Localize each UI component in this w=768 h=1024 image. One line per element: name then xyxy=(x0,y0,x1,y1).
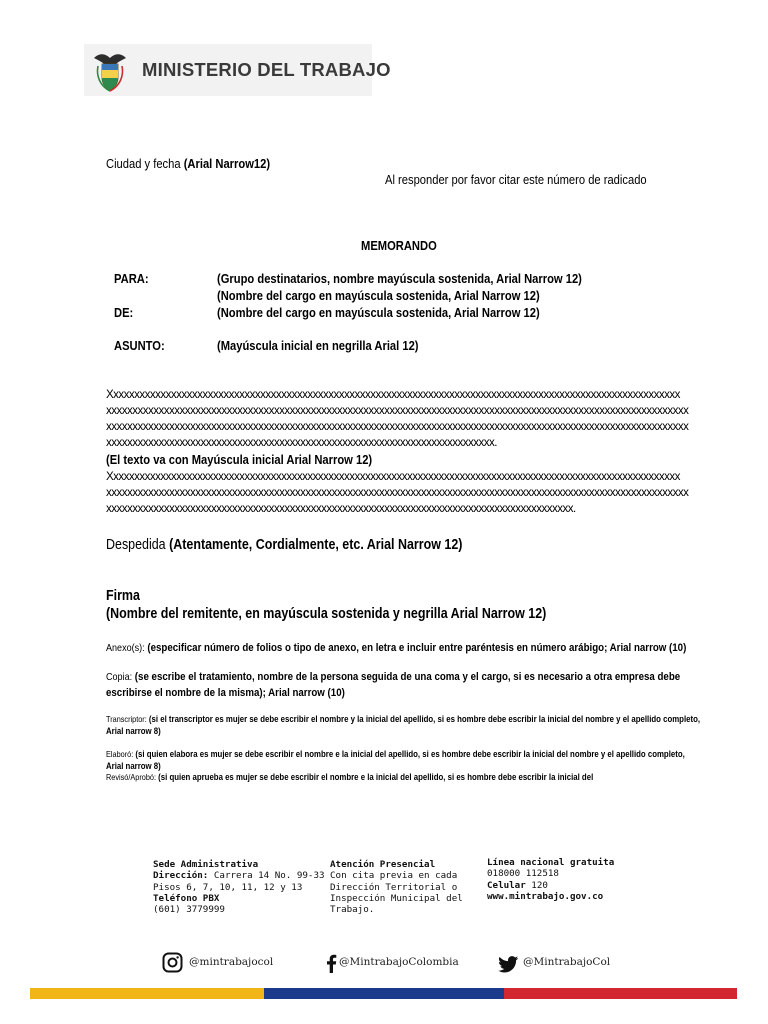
copy-text-line-2: escribirse el nombre de la misma); Arial narrow (10) xyxy=(106,687,345,699)
sede-telefono-label: Teléfono PBX xyxy=(153,892,220,904)
atencion-line-1: Con cita previa en cada xyxy=(330,870,458,882)
transcriptor-text-line-2: Arial narrow 8) xyxy=(106,726,161,736)
sede-direccion-label: Dirección: xyxy=(153,870,209,882)
date-label: Ciudad y fecha xyxy=(106,156,181,171)
annex-label: Anexo(s): xyxy=(106,642,145,654)
footer-sede xyxy=(153,859,325,915)
para-line-1: (Grupo destinatarios, nombre mayúscula sostenida, Arial Narrow 12) xyxy=(217,271,582,286)
body-line: xxxxxxxxxxxxxxxxxxxxxxxxxxxxxxxxxxxxxxxxxxxxxxxxxxxxxxxxxxxxxxxxxxxxxxxxxxxxxxxxxxxxxxxxx. xyxy=(106,502,576,515)
linea-web: www.mintrabajo.gov.co xyxy=(487,890,604,902)
footer-linea xyxy=(487,857,614,902)
body-line: xxxxxxxxxxxxxxxxxxxxxxxxxxxxxxxxxxxxxxxxxxxxxxxxxxxxxxxxxxxxxxxxxxxxxxxxxxxxxxxxxxxxxxxxxxxxxxxxxxxxxxxxxxxxxxx xyxy=(106,486,689,499)
body-note: (El texto va con Mayúscula inicial Arial Narrow 12) xyxy=(106,452,373,467)
sede-direccion-value: Carrera 14 No. 99-33 xyxy=(213,870,325,882)
annex-text: (especificar número de folios o tipo de anexo, en letra e incluir entre paréntesis en número arábigo; Arial narrow (10) xyxy=(147,642,687,654)
body-line: Xxxxxxxxxxxxxxxxxxxxxxxxxxxxxxxxxxxxxxxxxxxxxxxxxxxxxxxxxxxxxxxxxxxxxxxxxxxxxxxxxxxxxxxxxxxxxxxxxxxxxxxxxxxxx xyxy=(106,388,680,401)
body-line: xxxxxxxxxxxxxxxxxxxxxxxxxxxxxxxxxxxxxxxxxxxxxxxxxxxxxxxxxxxxxxxxxxxxxxxxxx. xyxy=(106,436,497,449)
linea-title: Línea nacional gratuita xyxy=(487,857,615,868)
atencion-line-4: Trabajo. xyxy=(330,904,375,916)
linea-celular-value: 120 xyxy=(531,879,548,891)
twitter-icon[interactable] xyxy=(498,956,519,978)
elaboro-text-line-1: (si quien elabora es mujer se debe escribir el nombre e la inicial del apellido, si es hombre debe escribir la inicial del nombre y el apellido completo, xyxy=(135,749,685,759)
reviso-label: Revisó/Aprobó: xyxy=(106,772,156,782)
signature-hint: (Nombre del remitente, en mayúscula sostenida y negrilla Arial Narrow 12) xyxy=(106,606,547,622)
para-label: PARA: xyxy=(114,271,149,286)
footer-bar-yellow xyxy=(30,988,264,999)
reviso-text: (si quien aprueba es mujer se debe escribir el nombre e la inicial del apellido, si es hombre debe escribir la inicial del xyxy=(158,772,594,782)
date-line xyxy=(106,156,270,171)
coat-of-arms-icon xyxy=(90,50,130,92)
annex-line xyxy=(106,642,686,654)
linea-celular xyxy=(487,880,614,891)
memo-title: MEMORANDO xyxy=(361,238,437,253)
closing-line xyxy=(106,537,462,553)
transcriptor-text-line-1: (si el transcriptor es mujer se debe escribir el nombre y la inicial del apellido, si es hombre debe escribir la inicial del nombre y el apellido completo, xyxy=(148,714,701,724)
sede-title: Sede Administrativa xyxy=(153,859,259,870)
closing-hint: (Atentamente, Cordialmente, etc. Arial Narrow 12) xyxy=(169,537,463,553)
facebook-icon[interactable] xyxy=(326,954,337,978)
instagram-icon[interactable] xyxy=(162,952,183,978)
date-hint: (Arial Narrow12) xyxy=(183,156,271,171)
linea-celular-label: Celular xyxy=(487,879,526,891)
footer-bar-red xyxy=(504,988,737,999)
footer-atencion xyxy=(330,859,463,915)
atencion-line-2: Dirección Territorial o xyxy=(330,881,458,893)
copy-line xyxy=(106,671,680,683)
ministry-name: MINISTERIO DEL TRABAJO xyxy=(142,59,391,80)
transcriptor-line xyxy=(106,714,700,724)
linea-number: 018000 112518 xyxy=(487,868,559,880)
body-line: Xxxxxxxxxxxxxxxxxxxxxxxxxxxxxxxxxxxxxxxxxxxxxxxxxxxxxxxxxxxxxxxxxxxxxxxxxxxxxxxxxxxxxxxxxxxxxxxxxxxxxxxxxxxxx xyxy=(106,470,680,483)
facebook-handle[interactable]: @MintrabajoColombia xyxy=(339,956,459,968)
copy-text-line-1: (se escribe el tratamiento, nombre de la persona seguida de una coma y el cargo, si es necesario a otra empresa debe xyxy=(134,671,681,683)
signature-label: Firma xyxy=(106,588,140,604)
copy-label: Copia: xyxy=(106,671,133,683)
de-label: DE: xyxy=(114,305,134,320)
instagram-handle[interactable]: @mintrabajocol xyxy=(189,956,274,968)
reviso-line xyxy=(106,772,593,782)
radicado-note: Al responder por favor citar este número de radicado xyxy=(385,172,647,187)
elaboro-label: Elaboró: xyxy=(106,749,134,759)
body-line: xxxxxxxxxxxxxxxxxxxxxxxxxxxxxxxxxxxxxxxxxxxxxxxxxxxxxxxxxxxxxxxxxxxxxxxxxxxxxxxxxxxxxxxxxxxxxxxxxxxxxxxxxxxxxxx xyxy=(106,420,689,433)
body-line: xxxxxxxxxxxxxxxxxxxxxxxxxxxxxxxxxxxxxxxxxxxxxxxxxxxxxxxxxxxxxxxxxxxxxxxxxxxxxxxxxxxxxxxxxxxxxxxxxxxxxxxxxxxxxxx xyxy=(106,404,689,417)
asunto-label: ASUNTO: xyxy=(114,338,165,353)
footer-bar-blue xyxy=(264,988,504,999)
twitter-handle[interactable]: @MintrabajoCol xyxy=(523,956,611,968)
sede-pisos: Pisos 6, 7, 10, 11, 12 y 13 xyxy=(153,881,303,893)
atencion-line-3: Inspección Municipal del xyxy=(330,892,463,904)
elaboro-text-line-2: Arial narrow 8) xyxy=(106,761,161,771)
sede-telefono-value: (601) 3779999 xyxy=(153,904,225,916)
de-value: (Nombre del cargo en mayúscula sostenida, Arial Narrow 12) xyxy=(217,305,540,320)
asunto-value: (Mayúscula inicial en negrilla Arial 12) xyxy=(217,338,419,353)
sede-direccion xyxy=(153,870,325,881)
para-line-2: (Nombre del cargo en mayúscula sostenida, Arial Narrow 12) xyxy=(217,288,540,303)
atencion-title: Atención Presencial xyxy=(330,859,436,870)
transcriptor-label: Transcriptor: xyxy=(106,714,147,724)
closing-label: Despedida xyxy=(106,537,166,553)
elaboro-line xyxy=(106,749,685,759)
